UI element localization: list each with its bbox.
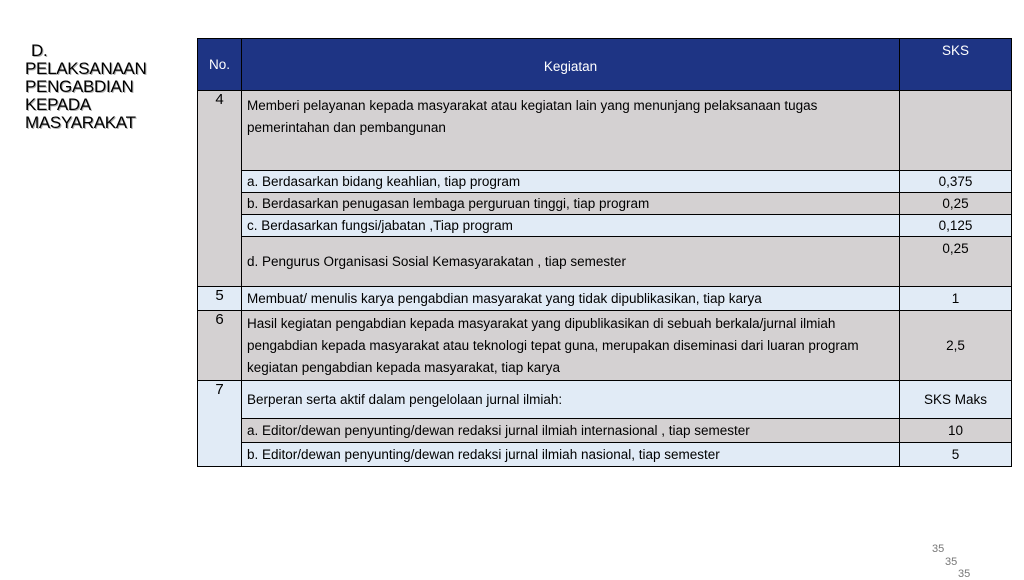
- kegiatan-cell: b. Editor/dewan penyunting/dewan redaksi jurnal ilmiah nasional, tiap semester: [242, 443, 900, 467]
- heading-line: MASYARAKAT: [25, 113, 136, 132]
- row-number: 5: [198, 287, 242, 311]
- table-row: [198, 381, 1012, 419]
- table-row: [198, 443, 1012, 467]
- sks-cell: 0,25: [900, 193, 1012, 215]
- sks-cell: 1: [900, 287, 1012, 311]
- heading-line: PENGABDIAN: [25, 77, 134, 96]
- page-number: 35: [945, 556, 958, 568]
- kegiatan-cell: b. Berdasarkan penugasan lembaga perguruan tinggi, tiap program: [242, 193, 900, 215]
- sks-cell: 10: [900, 419, 1012, 443]
- table-row: [198, 171, 1012, 193]
- kegiatan-cell: d. Pengurus Organisasi Sosial Kemasyarakatan , tiap semester: [242, 237, 900, 287]
- sks-cell: 2,5: [900, 311, 1012, 381]
- kegiatan-cell: a. Berdasarkan bidang keahlian, tiap program: [242, 171, 900, 193]
- page-number: 35: [958, 568, 971, 580]
- row-number: 6: [198, 311, 242, 381]
- header-sks: SKS: [900, 39, 1012, 91]
- kegiatan-cell: Membuat/ menulis karya pengabdian masyarakat yang tidak dipublikasikan, tiap karya: [242, 287, 900, 311]
- sks-cell: 0,25: [900, 237, 1012, 287]
- kegiatan-cell: a. Editor/dewan penyunting/dewan redaksi jurnal ilmiah internasional , tiap semester: [242, 419, 900, 443]
- table-row: [198, 91, 1012, 171]
- table-row: [198, 419, 1012, 443]
- header-no: No.: [198, 39, 242, 91]
- sks-cell: 5: [900, 443, 1012, 467]
- table-row: [198, 311, 1012, 381]
- table-row: [198, 193, 1012, 215]
- kegiatan-cell: c. Berdasarkan fungsi/jabatan ,Tiap program: [242, 215, 900, 237]
- kegiatan-cell: Memberi pelayanan kepada masyarakat atau kegiatan lain yang menunjang pelaksanaan tugas pemerintahan dan pembangunan: [242, 91, 900, 171]
- activity-table: [197, 38, 1012, 467]
- kegiatan-cell: Berperan serta aktif dalam pengelolaan jurnal ilmiah:: [242, 381, 900, 419]
- section-heading: [25, 42, 195, 132]
- table-row: [198, 215, 1012, 237]
- heading-line: PELAKSANAAN: [25, 59, 147, 78]
- table-header-row: [198, 39, 1012, 91]
- heading-line: KEPADA: [25, 95, 91, 114]
- table-row: [198, 237, 1012, 287]
- kegiatan-cell: Hasil kegiatan pengabdian kepada masyarakat yang dipublikasikan di sebuah berkala/jurnal ilmiah pengabdian kepada masyarakat atau teknologi tepat guna, merupakan diseminasi dari luaran program kegiatan pengabdian kepada masyarakat, tiap karya: [242, 311, 900, 381]
- header-kegiatan: Kegiatan: [242, 39, 900, 91]
- sks-cell: SKS Maks: [900, 381, 1012, 419]
- sks-cell: 0,125: [900, 215, 1012, 237]
- row-number: 4: [198, 91, 242, 287]
- table-row: [198, 287, 1012, 311]
- heading-line: D.: [31, 41, 48, 60]
- row-number: 7: [198, 381, 242, 467]
- page-number: 35: [932, 543, 945, 555]
- sks-cell: [900, 91, 1012, 171]
- sks-cell: 0,375: [900, 171, 1012, 193]
